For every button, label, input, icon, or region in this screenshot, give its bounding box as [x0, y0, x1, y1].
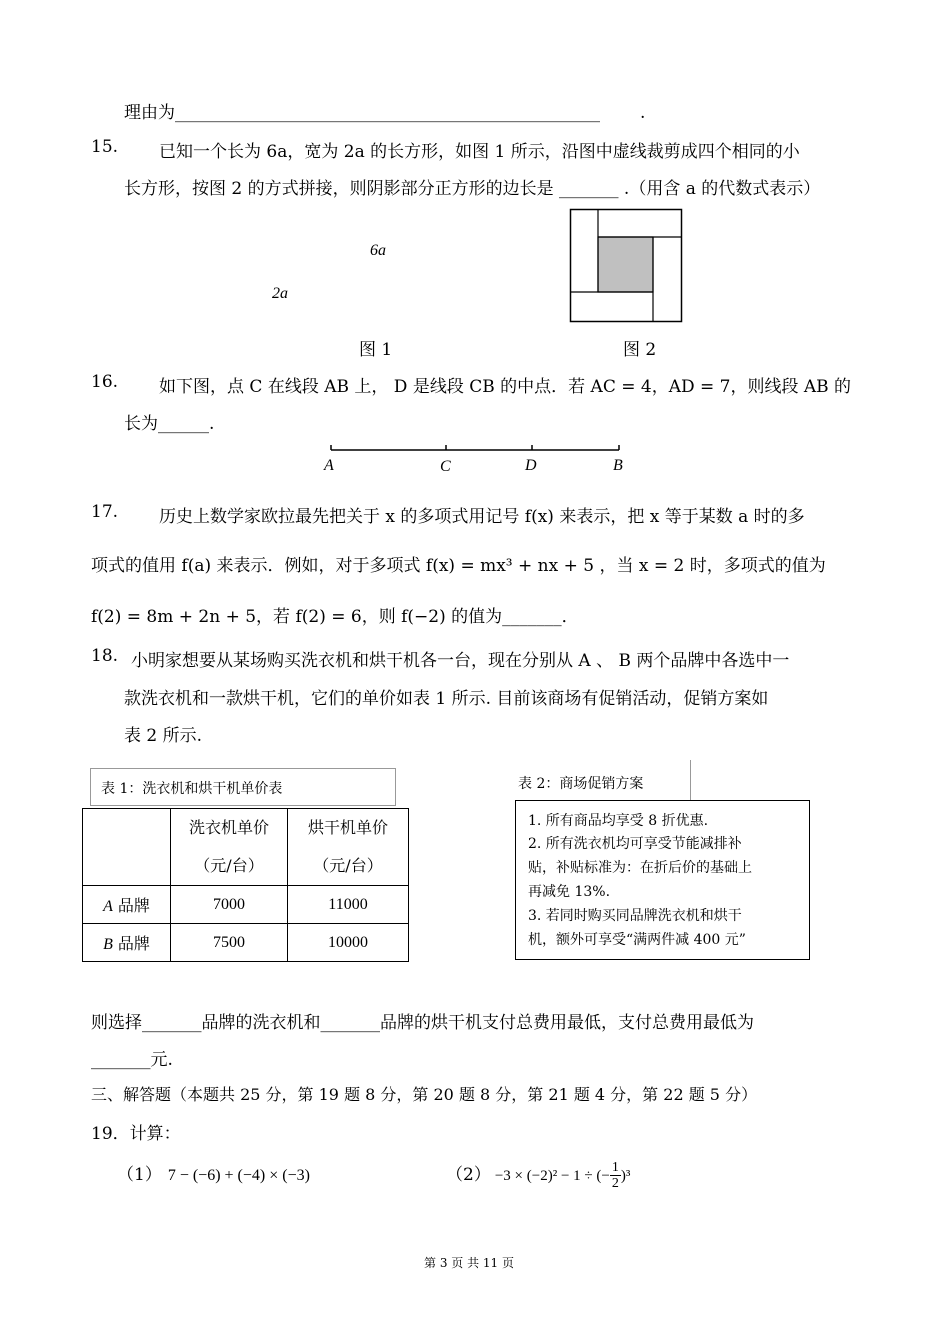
fig2-shaded-square [598, 237, 653, 292]
q15-number: 15. [91, 137, 119, 157]
q18-line1: 小明家想要从某场购买洗衣机和烘干机各一台，现在分别从 A 、 B 两个品牌中各选中一 [131, 651, 790, 671]
table1-title: 表 1：洗衣机和烘干机单价表 [101, 781, 283, 797]
fraction-numerator: 1 [611, 1160, 619, 1175]
dryer-price-header [288, 809, 409, 886]
q14-reason-line [124, 98, 645, 123]
fig1-label-2a: 2a [272, 285, 288, 302]
table2-title: 表 2：商场促销方案 [518, 776, 644, 792]
fig2-caption: 图 2 [623, 340, 657, 360]
promo-line: 再减免 13%. [528, 884, 611, 900]
q15-line2: 长方形，按图 2 的方式拼接，则阴影部分正方形的边长是 _______ .（用含 a 的代数式表示） [124, 179, 821, 199]
washer-header-line1: 洗衣机单价 [188, 818, 269, 837]
promo-line: 贴，补贴标准为：在折后价的基础上 [528, 860, 752, 876]
q16-line2: 长为______. [124, 414, 215, 434]
point-label-d: D [525, 457, 537, 474]
brand-cell: A 品牌 [83, 886, 171, 924]
dryer-price-cell: 11000 [288, 886, 409, 924]
point-label-c: C [440, 458, 451, 475]
q19-part2-expression: −3 × (−2)² − 1 ÷ (− [494, 1168, 610, 1184]
price-table [82, 808, 409, 962]
q17-line1: 历史上数学家欧拉最先把关于 x 的多项式用记号 f(x) 来表示，把 x 等于某数 a 时的多 [159, 507, 805, 527]
section-3-heading: 三、解答题（本题共 25 分，第 19 题 8 分，第 20 题 8 分，第 21 题 4 分，第 22 题 5 分） [91, 1085, 758, 1104]
promo-line: 机，额外可享受“满两件减 400 元” [528, 932, 746, 948]
q19-part2-label: （2） [446, 1165, 491, 1185]
q16-number: 16. [91, 372, 119, 392]
washer-price-header [171, 809, 288, 886]
q19-part2-expression-end: )³ [620, 1168, 631, 1184]
promo-line: 3. 若同时购买同品牌洗衣机和烘干 [528, 908, 742, 924]
washer-price-cell: 7500 [171, 924, 288, 962]
promotion-box [515, 800, 810, 960]
washer-price-cell: 7000 [171, 886, 288, 924]
q19-part1-expression: 7 − (−6) + (−4) × (−3) [167, 1167, 310, 1184]
q15-line1: 已知一个长为 6a，宽为 2a 的长方形，如图 1 所示，沿图中虚线裁剪成四个相同的小 [159, 142, 800, 162]
price-table-corner [83, 809, 171, 886]
table-row [83, 886, 409, 924]
washer-header-line2: （元/台） [194, 856, 264, 875]
dryer-price-cell: 10000 [288, 924, 409, 962]
q16-line-segment [320, 440, 630, 480]
table-row [83, 924, 409, 962]
table1-title-box [90, 768, 396, 806]
page-footer: 第 3 页 共 11 页 [424, 1256, 514, 1270]
promo-line: 1. 所有商品均享受 8 折优惠. [528, 813, 709, 829]
dryer-header-line1: 烘干机单价 [307, 818, 388, 837]
fig1-caption: 图 1 [359, 340, 393, 360]
figure-2-square-pinwheel [569, 208, 684, 324]
q17-number: 17. [91, 502, 119, 522]
q14-end: . [640, 103, 646, 123]
q18-answer-line2: _______元. [91, 1050, 173, 1070]
table2-title-box [508, 760, 691, 800]
q14-blank: __________________________________________________ [175, 103, 600, 123]
fraction-denominator: 2 [611, 1176, 619, 1191]
q17-line2: 项式的值用 f(a) 来表示．例如，对于多项式 f(x) = mx³ + nx + 5 ，当 x = 2 时，多项式的值为 [91, 556, 826, 576]
point-label-a: A [324, 457, 334, 474]
promo-line: 2. 所有洗衣机均可享受节能减排补 [528, 836, 742, 852]
q19-title: 19．计算： [91, 1124, 181, 1144]
point-label-b: B [613, 457, 623, 474]
dryer-header-line2: （元/台） [313, 856, 383, 875]
q19-part2 [446, 1160, 630, 1191]
q18-line3: 表 2 所示. [124, 726, 203, 746]
fig1-label-6a: 6a [370, 242, 386, 259]
q17-line3: f(2) = 8m + 2n + 5，若 f(2) = 6，则 f(−2) 的值为_______． [91, 607, 579, 627]
q19-part2-fraction [610, 1160, 621, 1191]
q19-part1-label: （1） [117, 1165, 162, 1185]
q18-line2: 款洗衣机和一款烘干机，它们的单价如表 1 所示. 目前该商场有促销活动，促销方案如 [124, 689, 769, 709]
q19-part1 [117, 1160, 310, 1185]
q14-reason-prefix: 理由为 [124, 103, 175, 123]
q18-number: 18. [91, 646, 119, 666]
q18-answer-line1: 则选择_______品牌的洗衣机和_______品牌的烘干机支付总费用最低，支付总费用最低为 [91, 1013, 754, 1033]
q16-line1: 如下图，点 C 在线段 AB 上， D 是线段 CB 的中点．若 AC = 4，AD = 7，则线段 AB 的 [159, 377, 852, 397]
brand-cell: B 品牌 [83, 924, 171, 962]
